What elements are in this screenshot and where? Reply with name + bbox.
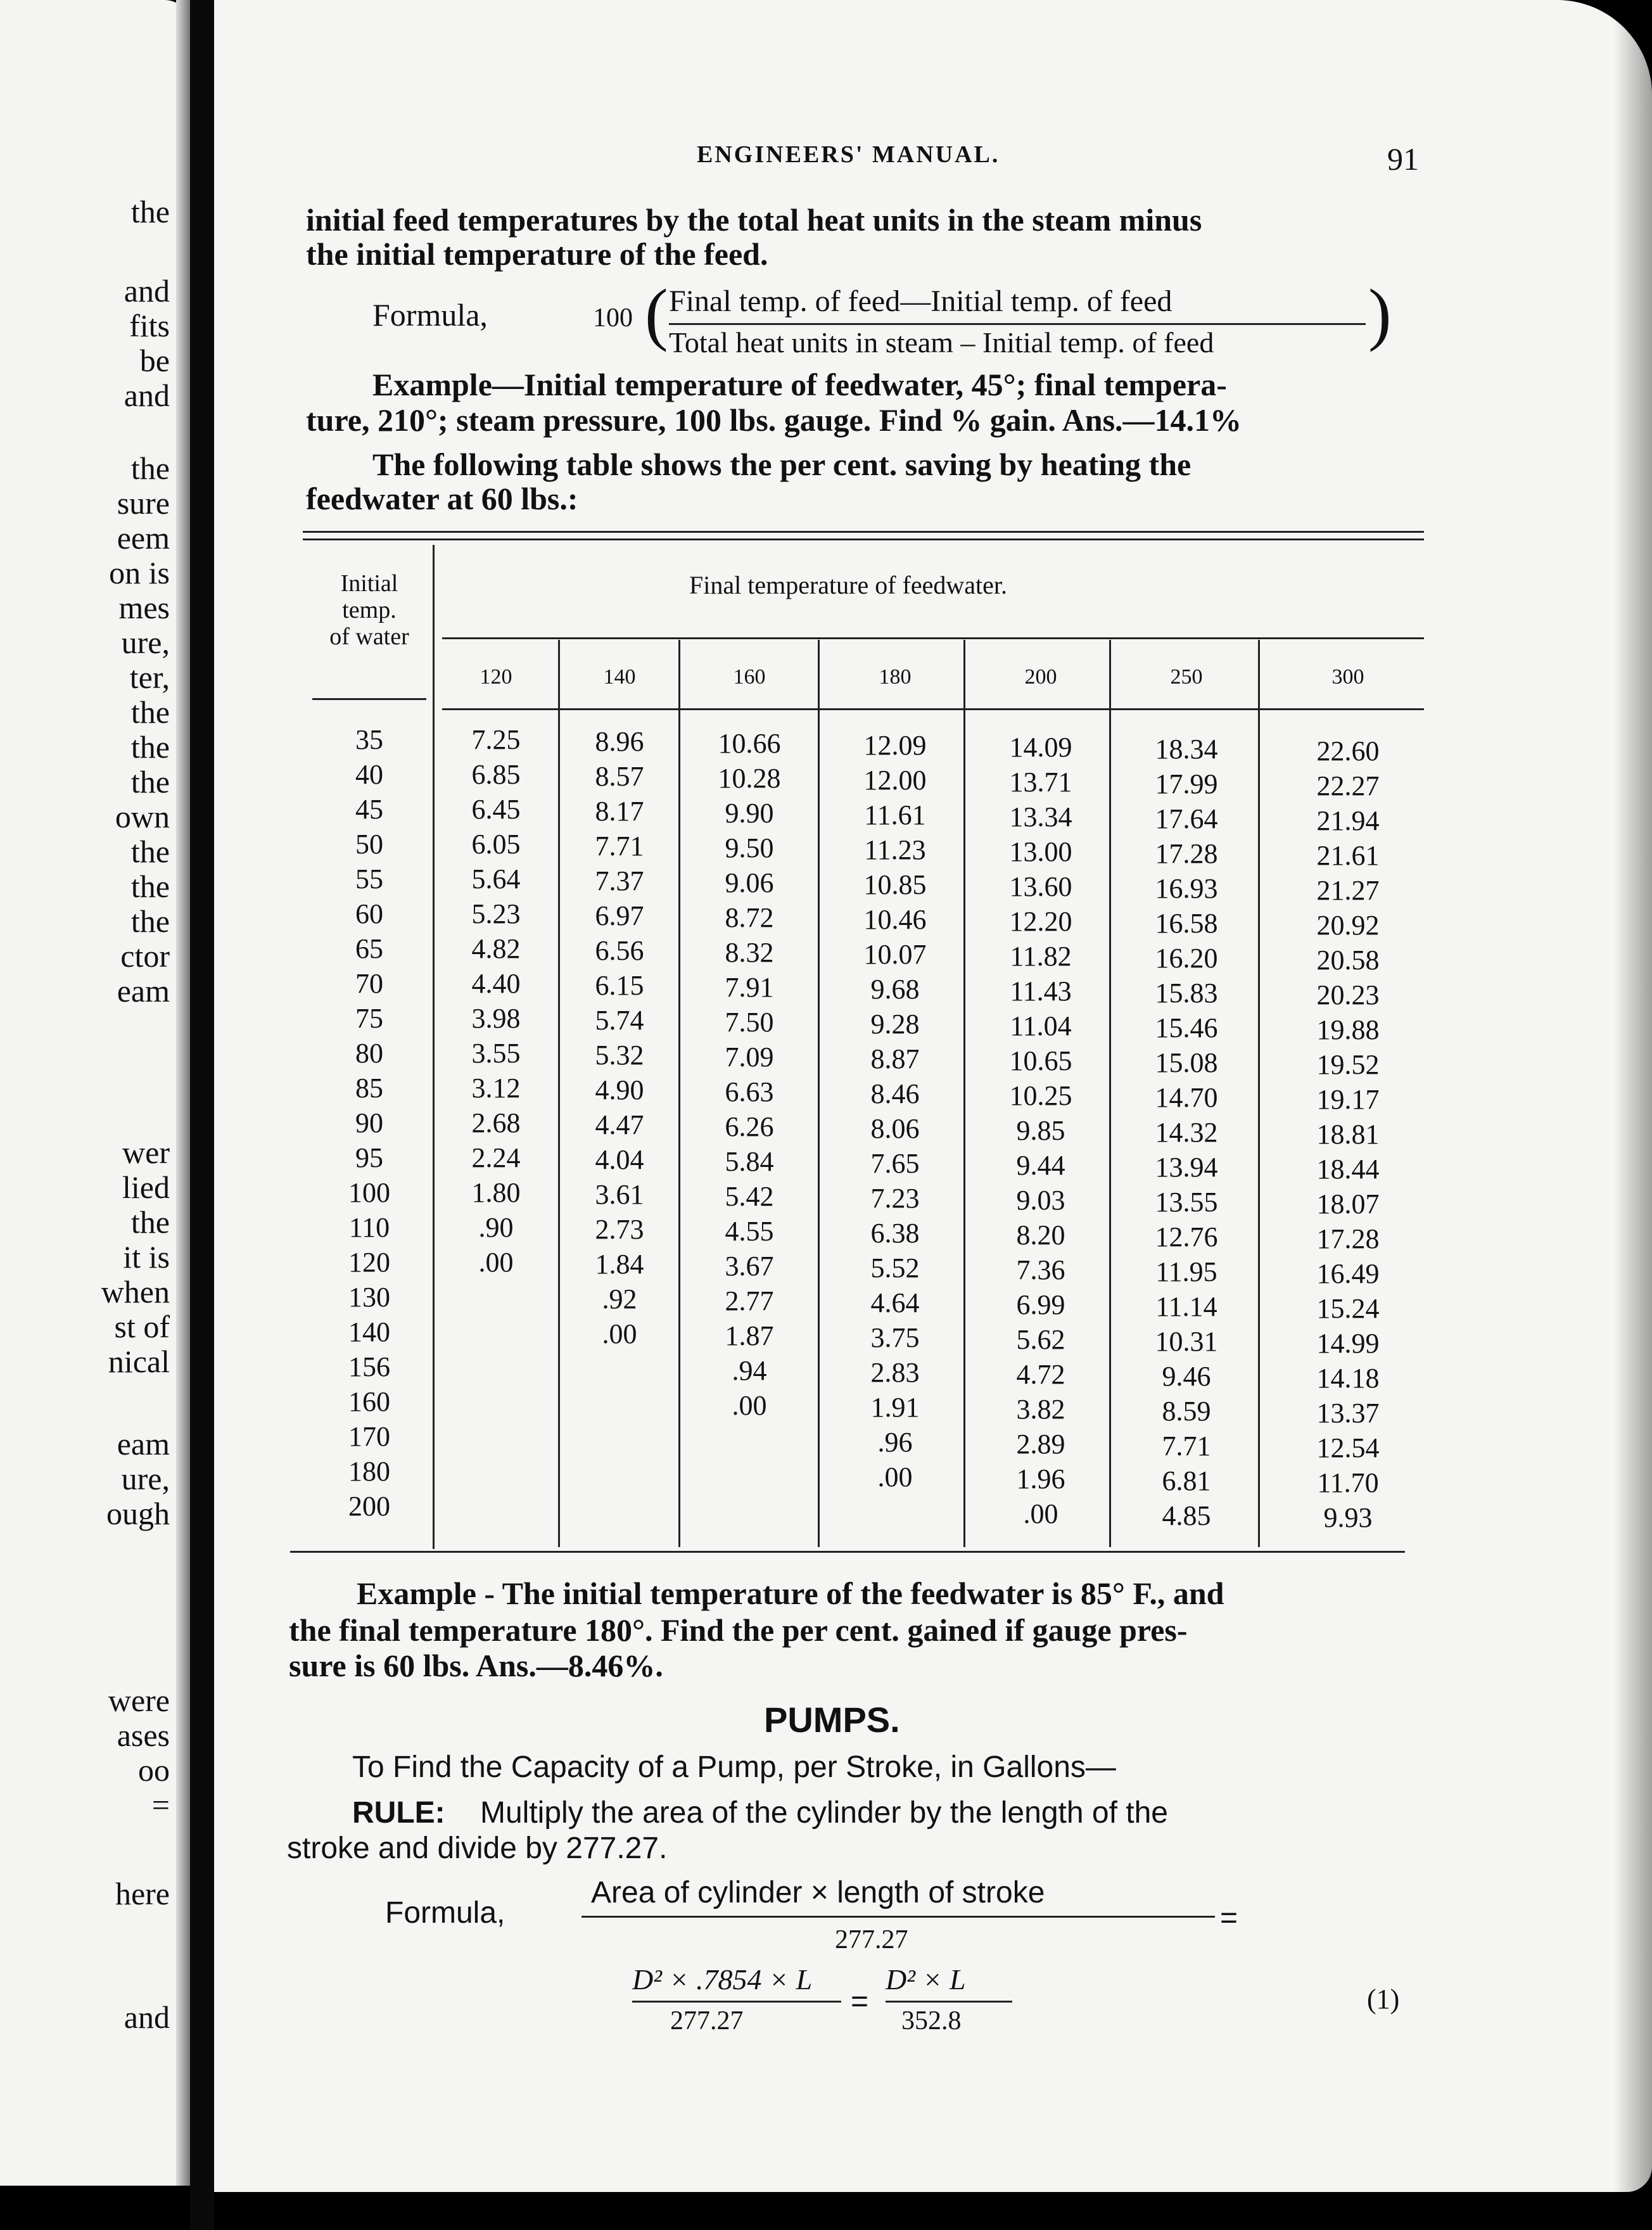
table-cell: 9.06	[725, 867, 774, 898]
final-header-rule	[442, 637, 1424, 639]
table-cell: 13.55	[1155, 1187, 1218, 1218]
table-cell: 5.23	[471, 898, 521, 929]
table-cell: .96	[877, 1427, 913, 1458]
table-cell: 1.80	[471, 1177, 521, 1208]
left-page-word: the	[130, 694, 170, 730]
table-cell: 3.98	[471, 1003, 521, 1034]
column-divider	[678, 640, 680, 1547]
table-cell: 3.55	[471, 1038, 521, 1069]
table-cell: 22.27	[1316, 770, 1380, 801]
example1-line-2: ture, 210°; steam pressure, 100 lbs. gauge. Find % gain. Ans.—14.1%	[306, 402, 1242, 438]
table-cell: 1.87	[725, 1320, 774, 1351]
table-cell: 3.67	[725, 1251, 774, 1282]
table-cell: 19.17	[1316, 1084, 1380, 1115]
initial-temp-cell: 120	[348, 1247, 390, 1278]
table-cell: 14.09	[1009, 732, 1072, 763]
left-page-word: wer	[122, 1135, 170, 1170]
initial-temp-cell: 60	[355, 898, 383, 929]
formula3-bar	[886, 2001, 1012, 2003]
table-cell: 9.44	[1016, 1150, 1065, 1181]
table-cell: 8.46	[870, 1078, 920, 1109]
left-page-word: here	[115, 1876, 170, 1911]
left-page-word: the	[130, 903, 170, 939]
example2-line-3: sure is 60 lbs. Ans.—8.46%.	[289, 1648, 663, 1683]
table-cell: 13.94	[1155, 1152, 1218, 1183]
pumps-formula-denominator: 277.27	[835, 1925, 908, 1954]
table-cell: 4.72	[1016, 1359, 1065, 1390]
table-cell: 1.96	[1016, 1463, 1065, 1494]
table-cell: 14.18	[1316, 1363, 1380, 1394]
table-cell: 15.46	[1155, 1012, 1218, 1043]
table-cell: 9.46	[1162, 1361, 1211, 1392]
column-header-120: 120	[480, 665, 512, 689]
table-cell: .00	[732, 1390, 767, 1421]
table-cell: 4.82	[471, 933, 521, 964]
initial-temp-cell: 170	[348, 1421, 390, 1452]
table-intro-line-1: The following table shows the per cent. saving by heating the	[372, 447, 1191, 482]
table-cell: .94	[732, 1355, 767, 1386]
pumps-equals: =	[1220, 1901, 1238, 1935]
table-cell: 12.76	[1155, 1221, 1218, 1252]
table-cell: 1.91	[870, 1392, 920, 1423]
table-cell: 9.85	[1016, 1115, 1065, 1146]
table-cell: 7.36	[1016, 1254, 1065, 1285]
table-cell: 4.55	[725, 1216, 774, 1247]
left-page-word: the	[130, 764, 170, 800]
table-cell: 10.28	[718, 763, 781, 794]
left-page-word: the	[130, 729, 170, 765]
table-cell: 11.14	[1155, 1291, 1217, 1322]
table-cell: 6.63	[725, 1076, 774, 1107]
left-page-word: were	[108, 1683, 170, 1718]
table-cell: 2.24	[471, 1142, 521, 1173]
left-page-word: oo	[138, 1752, 170, 1788]
table-cell: .00	[877, 1462, 913, 1493]
rule-line-2: stroke and divide by 277.27.	[287, 1832, 668, 1865]
table-cell: 2.73	[595, 1214, 644, 1245]
table-cell: 6.05	[471, 829, 521, 860]
table-cell: 8.57	[595, 761, 644, 792]
table-cell: 9.28	[870, 1009, 920, 1040]
left-page-word: nical	[108, 1344, 170, 1379]
data-column-250	[1120, 732, 1253, 1533]
pumps-formula-label: Formula,	[385, 1896, 505, 1930]
pumps-subtitle: To Find the Capacity of a Pump, per Stroke, in Gallons—	[352, 1750, 1116, 1784]
initial-header-rule	[312, 698, 426, 700]
left-page-word: the	[130, 834, 170, 869]
table-cell: 6.81	[1162, 1465, 1211, 1496]
table-cell: 4.85	[1162, 1500, 1211, 1531]
table-cell: 20.92	[1316, 910, 1380, 941]
left-page-word: =	[151, 1787, 170, 1823]
page-edge-shadow	[1614, 0, 1652, 2192]
table-cell: 13.00	[1009, 836, 1072, 867]
formula2-bar	[632, 2001, 841, 2003]
initial-temp-cell: 85	[355, 1073, 383, 1104]
initial-temp-cell: 95	[355, 1142, 383, 1173]
table-cell: 7.71	[1162, 1430, 1211, 1462]
table-cell: 9.68	[870, 974, 920, 1005]
table-cell: 11.70	[1317, 1467, 1379, 1498]
formula-equals-2: =	[851, 1985, 869, 2018]
table-bottom-rule	[290, 1551, 1405, 1553]
table-cell: 10.46	[863, 904, 927, 935]
table-cell: 9.93	[1323, 1502, 1373, 1533]
table-cell: 21.27	[1316, 875, 1380, 906]
initial-temp-cell: 50	[355, 829, 383, 860]
left-page-word: own	[115, 799, 170, 834]
data-column-300	[1278, 734, 1418, 1535]
rule-label: RULE:	[352, 1796, 445, 1830]
table-cell: 20.58	[1316, 945, 1380, 976]
table-cell: 6.38	[870, 1218, 920, 1249]
table-cell: 11.23	[864, 834, 926, 865]
table-cell: 17.64	[1155, 803, 1218, 834]
formula-denominator: Total heat units in steam – Initial temp. of feed	[669, 326, 1214, 359]
data-column-120	[439, 722, 553, 1280]
table-cell: 5.74	[595, 1005, 644, 1036]
table-cell: 8.17	[595, 796, 644, 827]
table-cell: 19.88	[1316, 1014, 1380, 1045]
table-cell: 15.08	[1155, 1047, 1218, 1078]
formula-fraction-bar	[669, 323, 1366, 325]
intro-line-2: the initial temperature of the feed.	[306, 236, 768, 272]
table-cell: 10.25	[1009, 1080, 1072, 1111]
table-cell: 1.84	[595, 1249, 644, 1280]
formula2-denominator: 277.27	[670, 2006, 744, 2036]
final-temp-header: Final temperature of feedwater.	[689, 571, 1007, 599]
column-divider	[818, 640, 820, 1547]
left-page-word: eem	[117, 520, 170, 556]
table-cell: 16.58	[1155, 908, 1218, 939]
table-cell: 8.96	[595, 726, 644, 757]
table-cell: 8.72	[725, 902, 774, 933]
table-cell: 7.23	[870, 1183, 920, 1214]
left-page-word: eam	[117, 973, 170, 1009]
table-cell: 5.42	[725, 1181, 774, 1212]
table-cell: 11.95	[1155, 1256, 1217, 1287]
column-header-300: 300	[1331, 665, 1364, 689]
table-cell: 17.28	[1316, 1223, 1380, 1254]
page-number: 91	[1387, 141, 1419, 177]
table-cell: 8.32	[725, 937, 774, 968]
table-cell: 2.68	[471, 1107, 521, 1138]
left-page-word: on is	[109, 555, 170, 590]
pumps-fraction-bar	[581, 1916, 1215, 1918]
table-cell: 16.93	[1155, 873, 1218, 904]
table-cell: 13.71	[1009, 767, 1072, 798]
table-cell: 7.71	[595, 831, 644, 862]
initial-temp-cell: 180	[348, 1456, 390, 1487]
table-cell: 7.25	[471, 724, 521, 755]
table-cell: 6.26	[725, 1111, 774, 1142]
table-cell: 9.50	[725, 832, 774, 863]
table-cell: 18.07	[1316, 1188, 1380, 1220]
table-cell: 5.84	[725, 1146, 774, 1177]
table-cell: 17.99	[1155, 768, 1218, 800]
table-cell: 3.82	[1016, 1394, 1065, 1425]
table-cell: 2.89	[1016, 1429, 1065, 1460]
table-cell: 18.81	[1316, 1119, 1380, 1150]
table-cell: 16.20	[1155, 943, 1218, 974]
table-cell: 11.43	[1010, 976, 1072, 1007]
table-cell: 15.24	[1316, 1293, 1380, 1324]
initial-temp-cell: 80	[355, 1038, 383, 1069]
left-page-word: st of	[114, 1309, 170, 1344]
left-page-word: the	[130, 194, 170, 229]
table-cell: 20.23	[1316, 979, 1380, 1010]
column-divider	[558, 640, 560, 1547]
table-cell: .00	[1023, 1498, 1058, 1529]
table-cell: 10.66	[718, 728, 781, 759]
formula-right-brace: )	[1368, 275, 1392, 352]
table-cell: 13.60	[1009, 871, 1072, 902]
left-page-word: the	[130, 1204, 170, 1240]
table-cell: .00	[602, 1318, 637, 1349]
column-divider	[1258, 640, 1260, 1547]
left-page-word: eam	[117, 1426, 170, 1462]
book-binding	[190, 0, 214, 2230]
table-cell: 7.09	[725, 1042, 774, 1073]
table-cell: 12.00	[863, 765, 927, 796]
initial-temp-cell: 90	[355, 1107, 383, 1138]
table-cell: 3.61	[595, 1179, 644, 1210]
table-cell: 3.12	[471, 1073, 521, 1104]
table-cell: 3.75	[870, 1322, 920, 1353]
table-cell: 6.99	[1016, 1289, 1065, 1320]
column-header-250: 250	[1170, 665, 1203, 689]
initial-header-line-2: temp.	[342, 597, 397, 623]
left-page-word: lied	[122, 1169, 170, 1205]
formula-numerator: Final temp. of feed—Initial temp. of feed	[669, 284, 1172, 318]
formula2-numerator: D² × .7854 × L	[632, 1963, 813, 1996]
left-page-word: fits	[129, 308, 170, 343]
table-cell: 15.83	[1155, 978, 1218, 1009]
table-cell: 8.20	[1016, 1220, 1065, 1251]
table-cell: 17.28	[1155, 838, 1218, 869]
table-cell: 4.90	[595, 1074, 644, 1105]
example2-line-1: Example - The initial temperature of the feedwater is 85° F., and	[357, 1576, 1224, 1611]
table-cell: 14.70	[1155, 1082, 1218, 1113]
table-cell: 19.52	[1316, 1049, 1380, 1080]
initial-temp-cell: 156	[348, 1351, 390, 1382]
table-cell: 22.60	[1316, 736, 1380, 767]
table-cell: 13.37	[1316, 1398, 1380, 1429]
initial-temp-cell: 45	[355, 794, 383, 825]
table-cell: 5.62	[1016, 1324, 1065, 1355]
left-page-word: ure,	[121, 625, 170, 660]
rule-line-1: Multiply the area of the cylinder by the length of the	[480, 1796, 1168, 1830]
intro-line-1: initial feed temperatures by the total heat units in the steam minus	[306, 202, 1202, 238]
left-page-word: and	[124, 273, 170, 309]
table-cell: 2.77	[725, 1285, 774, 1316]
equation-number: (1)	[1367, 1984, 1400, 2015]
initial-header-line-1: Initial	[340, 570, 398, 597]
table-cell: 6.15	[595, 970, 644, 1001]
left-page-word: when	[101, 1274, 170, 1309]
table-cell: 2.83	[870, 1357, 920, 1388]
left-page-word: ter,	[129, 659, 170, 695]
table-cell: 7.91	[725, 972, 774, 1003]
table-cell: 18.34	[1155, 734, 1218, 765]
table-cell: 7.65	[870, 1148, 920, 1179]
table-cell: 6.85	[471, 759, 521, 790]
left-page-word: and	[124, 378, 170, 413]
table-top-rule	[303, 531, 1424, 533]
left-page-gutter	[176, 0, 190, 2186]
table-cell: 4.04	[595, 1144, 644, 1175]
table-cell: 11.61	[864, 800, 926, 831]
table-cell: 7.37	[595, 865, 644, 896]
table-divider-initial	[433, 545, 435, 1549]
table-cell: 12.54	[1316, 1432, 1380, 1463]
initial-temp-cell: 130	[348, 1282, 390, 1313]
initial-temp-cell: 200	[348, 1491, 390, 1522]
table-cell: 4.64	[870, 1287, 920, 1318]
table-cell: 18.44	[1316, 1154, 1380, 1185]
table-top-rule-2	[303, 538, 1424, 540]
table-cell: 8.87	[870, 1043, 920, 1074]
running-header: ENGINEERS' MANUAL.	[697, 141, 1000, 168]
table-cell: 5.52	[870, 1252, 920, 1284]
example1-line-1: Example—Initial temperature of feedwater, 45°; final tempera-	[372, 367, 1227, 402]
left-page-word: it is	[123, 1239, 170, 1275]
table-cell: 10.07	[863, 939, 927, 970]
table-cell: 13.34	[1009, 801, 1072, 832]
table-cell: 6.45	[471, 794, 521, 825]
table-cell: 11.04	[1010, 1010, 1072, 1042]
left-page-word: sure	[117, 485, 170, 521]
pumps-section-title: PUMPS.	[764, 1700, 900, 1740]
table-cell: .00	[478, 1247, 514, 1278]
column-header-160: 160	[733, 665, 766, 689]
initial-temp-cell: 35	[355, 724, 383, 755]
table-cell: 4.47	[595, 1109, 644, 1140]
left-page-word: and	[124, 1999, 170, 2035]
initial-temp-cell: 110	[348, 1212, 390, 1243]
left-page-word: the	[130, 450, 170, 486]
initial-temp-cell: 65	[355, 933, 383, 964]
left-page-word: mes	[118, 590, 170, 625]
initial-temp-cell: 70	[355, 968, 383, 999]
table-cell: 10.65	[1009, 1045, 1072, 1076]
pumps-formula-numerator: Area of cylinder × length of stroke	[591, 1876, 1045, 1909]
left-page	[0, 0, 190, 2186]
column-divider	[1109, 640, 1111, 1547]
formula-label: Formula,	[372, 297, 488, 333]
table-cell: 14.99	[1316, 1328, 1380, 1359]
table-cell: 12.20	[1009, 906, 1072, 937]
left-page-word: the	[130, 869, 170, 904]
table-cell: 6.56	[595, 935, 644, 966]
table-cell: 16.49	[1316, 1258, 1380, 1289]
table-cell: 14.32	[1155, 1117, 1218, 1148]
table-cell: 5.32	[595, 1040, 644, 1071]
initial-temp-cell: 40	[355, 759, 383, 790]
table-cell: 8.06	[870, 1113, 920, 1144]
left-page-word: be	[139, 343, 170, 378]
left-page-word: ure,	[121, 1461, 170, 1496]
initial-temp-cell: 75	[355, 1003, 383, 1034]
initial-temp-cell: 160	[348, 1386, 390, 1417]
data-column-200	[977, 730, 1104, 1531]
table-cell: 9.90	[725, 798, 774, 829]
table-cell: 5.64	[471, 863, 521, 895]
formula-multiplier: 100	[593, 303, 633, 333]
left-page-word: ctor	[120, 938, 170, 974]
initial-temp-cell: 55	[355, 863, 383, 895]
initial-temp-header	[309, 570, 429, 650]
formula3-numerator: D² × L	[886, 1963, 966, 1996]
column-header-200: 200	[1024, 665, 1057, 689]
table-cell: .90	[478, 1212, 514, 1243]
formula3-denominator: 352.8	[901, 2006, 962, 2036]
table-cell: 6.97	[595, 900, 644, 931]
formula-left-brace: (	[645, 275, 668, 352]
data-column-160	[686, 726, 813, 1423]
column-header-rule	[442, 708, 1424, 710]
initial-temp-cell: 140	[348, 1316, 390, 1348]
table-cell: 10.31	[1155, 1326, 1218, 1357]
initial-temp-cell: 100	[348, 1177, 390, 1208]
table-intro-line-2: feedwater at 60 lbs.:	[306, 481, 578, 516]
table-cell: 7.50	[725, 1007, 774, 1038]
table-cell: 11.82	[1010, 941, 1072, 972]
left-page-word: ases	[117, 1717, 170, 1753]
table-cell: 21.94	[1316, 805, 1380, 836]
table-cell: 10.85	[863, 869, 927, 900]
data-column-180	[832, 728, 958, 1494]
example2-line-2: the final temperature 180°. Find the per cent. gained if gauge pres-	[289, 1612, 1188, 1648]
column-header-180: 180	[879, 665, 912, 689]
table-cell: 4.40	[471, 968, 521, 999]
table-cell: .92	[602, 1284, 637, 1315]
table-cell: 9.03	[1016, 1185, 1065, 1216]
initial-header-line-3: of water	[329, 623, 409, 650]
column-divider	[963, 640, 965, 1547]
table-cell: 12.09	[863, 730, 927, 761]
right-page	[214, 0, 1652, 2192]
table-cell: 21.61	[1316, 840, 1380, 871]
left-page-word: ough	[106, 1496, 170, 1531]
initial-temp-column	[309, 722, 429, 1524]
column-header-140: 140	[603, 665, 636, 689]
table-cell: 8.59	[1162, 1396, 1211, 1427]
data-column-140	[566, 724, 673, 1351]
